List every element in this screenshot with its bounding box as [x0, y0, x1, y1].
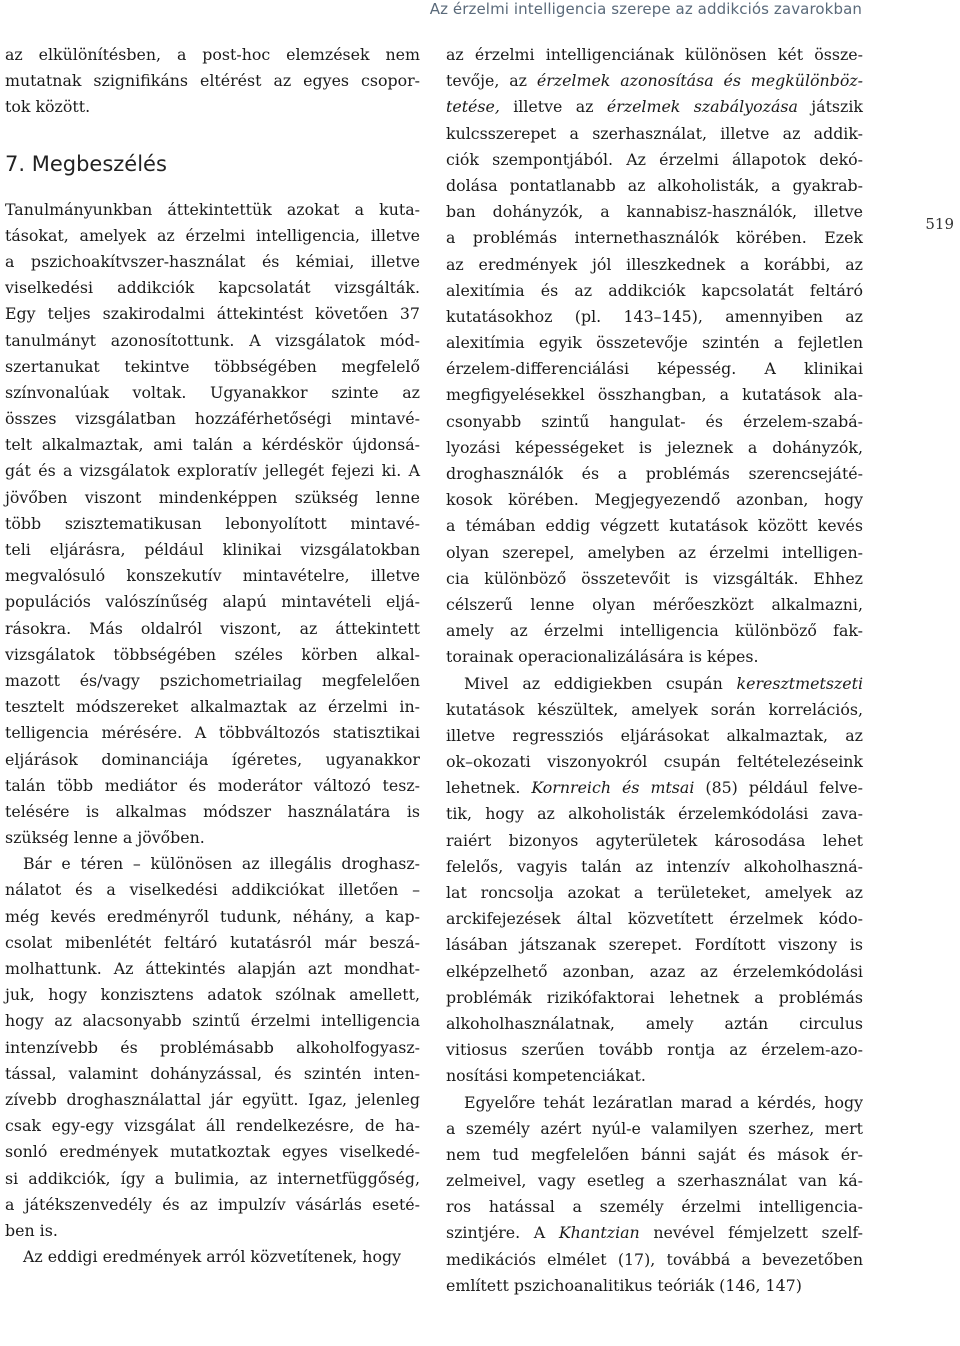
paragraph [446, 671, 863, 1090]
text-line: talán több mediátor és moderátor változó tesz- [5, 775, 420, 795]
text-line: Egy teljes szakirodalmi áttekintést követően 37 [5, 304, 420, 324]
text-line: Bár e téren – különösen az illegális droghasz- [23, 854, 420, 874]
text-line: több szisztematikusan lebonyolított mintavé- [5, 513, 420, 533]
text-line: a személy azért nyúl-e valamilyen szerhez, mert [446, 1118, 863, 1138]
text-line: megfigyelésekkel összhangban, a kutatások ala- [446, 385, 863, 405]
text-line: hogy az alacsonyabb szintű érzelmi intelligencia [5, 1011, 420, 1031]
right-column [446, 42, 863, 1299]
text-line: ciók szempontjából. Az érzelmi állapotok dekó- [446, 149, 863, 169]
text-line: raiért bizonyos agyterületek károsodása lehet [446, 830, 863, 850]
text-line: a témában eddig végzett kutatások között kevés [446, 516, 863, 536]
text-line: szintjére. A Khantzian nevével fémjelzett szelf- [446, 1223, 863, 1243]
text-line: megvalósuló konszekutív mintavételre, illetve [5, 566, 420, 586]
text-line: tevője, az érzelmek azonosítása és megkülönböz- [446, 71, 863, 91]
text-line: eljárások dominanciája ígéretes, ugyanakkor [5, 749, 420, 769]
text-line: tásokat, amelyek az érzelmi intelligencia, illetve [5, 225, 420, 245]
text-line: Egyelőre tehát lezáratlan marad a kérdés, hogy [464, 1092, 863, 1112]
text-line: nem tud megfelelően bánni saját és mások ér- [446, 1144, 863, 1164]
text-line: kutatások készültek, amelyek során korrelációs, [446, 699, 863, 719]
text-line: olyan szerepel, amelyben az érzelmi intelligen- [446, 542, 863, 562]
text-line: csonyabb szintű hangulat- és érzelem-szabá- [446, 411, 863, 431]
text-line: telt alkalmaztak, ami talán a kérdéskör újdonsá- [5, 435, 420, 455]
section-heading: 7. Megbeszélés [5, 151, 167, 176]
text-line: populációs valószínűség alapú mintavételi eljá- [5, 592, 420, 612]
text-line: mazott és/vagy pszichometriailag megfelelően [5, 670, 420, 690]
text-line: lásában játszanak szerepet. Fordított viszony is [446, 935, 863, 955]
text-line: csolat mibenlétét feltáró kutatásról már beszá- [5, 932, 420, 952]
paragraph [5, 1244, 420, 1270]
text-line: lehetnek. Kornreich és mtsai (85) például felve- [446, 778, 863, 798]
text-line: torainak operacionalizálására is képes. [446, 647, 759, 667]
text-line: alkoholhasználatnak, amely aztán circulus [446, 1013, 863, 1033]
text-line: amely az érzelmi intelligencia különböző fak- [446, 621, 863, 641]
text-line: illetve regressziós eljárásokat alkalmaztak, az [446, 725, 863, 745]
text-line: a játékszenvedély és az impulzív vásárlás eseté- [5, 1194, 420, 1214]
text-line: csak egy-egy vizsgálat áll rendelkezésre, de ha- [5, 1116, 420, 1136]
text-line: gát és a vizsgálatok exploratív jellegét fejezi ki. A [5, 461, 420, 481]
text-line: összes vizsgálatban hozzáférhetőségi mintavé- [5, 409, 420, 429]
text-line: még kevés eredményről tudunk, néhány, a kap- [5, 906, 420, 926]
text-line: nálatot és a viselkedési addikciókat illetően – [5, 880, 420, 900]
text-line: problémák rizikófaktorai lehetnek a problémás [446, 987, 863, 1007]
text-line: lyozási képességeket is jeleznek a dohányzók, [446, 437, 863, 457]
spacer [5, 121, 420, 147]
text-line: ros hatással a személy érzelmi intelligencia- [446, 1197, 863, 1217]
running-head: Az érzelmi intelligencia szerepe az addikciós zavarokban [429, 0, 862, 18]
text-line: intenzívebb és problémásabb alkoholfogyasz- [5, 1037, 420, 1057]
text-line: jövőben viszont mindenképpen szükség lenne [5, 487, 420, 507]
text-line: ban dohányzók, a kannabisz-használók, illetve [446, 202, 863, 222]
text-line: sonló eredmények mutatkoztak egyes viselkedé- [5, 1142, 420, 1162]
text-line: medikációs elmélet (17), továbbá a bevezetőben [446, 1249, 863, 1269]
text-line: tok között. [5, 97, 91, 117]
text-line: molhattunk. Az áttekintés alapján azt mondhat- [5, 959, 420, 978]
text-line: tetése, illetve az érzelmek szabályozása játszik [446, 97, 863, 117]
text-line: ok–okozati viszonyokról csupán feltételezéseink [446, 752, 863, 772]
text-line: kutatásokhoz (pl. 143–145), amennyiben az [446, 306, 863, 326]
paragraph [446, 42, 863, 671]
text-line: lat roncsolja azokat a területeket, amelyek az [446, 883, 863, 902]
text-line: viselkedési addikciók kapcsolatát vizsgálták. [5, 278, 420, 298]
text-line: telésére is alkalmas módszer használatára is [5, 801, 420, 821]
text-line: arckifejezések által közvetített érzelmek kódo- [446, 909, 863, 929]
text-line: tik, hogy az alkoholisták érzelemkódolási zava- [446, 804, 863, 824]
text-line: vitiosus szerűen tovább rontja az érzelem-azo- [446, 1040, 863, 1060]
text-line: az eredmények jól illeszkednek a korábbi, az [446, 254, 863, 274]
text-line: Az eddigi eredmények arról közvetítenek, hogy [23, 1247, 402, 1267]
text-line: célszerű lenne olyan mérőeszközt alkalmazni, [446, 594, 863, 614]
text-line: említett pszichoanalitikus teóriák (146, 147) [446, 1275, 802, 1295]
text-line: ben is. [5, 1220, 58, 1240]
text-line: kulcsszerepet a szerhasználat, illetve az addik- [446, 123, 863, 143]
text-line: si addikciók, így a bulimia, az internetfüggőség, [5, 1168, 420, 1188]
text-line: tesztelt módszereket alkalmaztak az érzelmi in- [5, 697, 420, 717]
text-line: tanulmányt azonosítottunk. A vizsgálatok mód- [5, 330, 420, 350]
text-line: alexitímia egyik összetevője szintén a fejletlen [446, 333, 863, 353]
paragraph [5, 197, 420, 852]
text-line: Mivel az eddigiekben csupán keresztmetszeti [464, 673, 863, 693]
paragraph [5, 851, 420, 1244]
text-line: cia különböző összetevőit is vizsgálták. Ehhez [446, 568, 863, 588]
text-line: a problémás internethasználók körében. Ezek [446, 228, 863, 248]
intro-paragraph [5, 42, 420, 121]
text-line: a pszichoakítvszer-használat és kémiai, illetve [5, 251, 420, 271]
text-line: szükség lenne a jövőben. [5, 828, 205, 848]
text-line: rásokra. Más oldalról viszont, az áttekintett [5, 618, 420, 638]
text-line: Tanulmányunkban áttekintettük azokat a kuta- [5, 199, 420, 219]
text-line: alexitímia és az addikciók kapcsolatát feltáró [446, 280, 863, 300]
text-line: dolása pontatlanabb az alkoholisták, a gyakrab- [446, 175, 863, 195]
paragraph [446, 1090, 863, 1300]
text-line: elképzelhető azonban, azaz az érzelemkódolási [446, 961, 863, 981]
text-line: teli eljárásra, például klinikai vizsgálatokban [5, 540, 420, 559]
text-line: droghasználók és a problémás szerencsejáté- [446, 464, 863, 483]
text-line: az érzelmi intelligenciának különösen két össze- [446, 45, 863, 64]
text-line: vizsgálatok többségében széles körben alkal- [5, 644, 420, 664]
text-line: az elkülönítésben, a post-hoc elemzések nem [5, 45, 420, 64]
text-line: telligencia mérésére. A többváltozós statisztikai [5, 723, 420, 743]
text-line: juk, hogy konzisztens adatok szólnak amellett, [5, 985, 420, 1005]
text-line: zívebb droghasználattal jár együtt. Igaz, jelenleg [5, 1089, 420, 1109]
text-line: érzelem-differenciálási képesség. A klinikai [446, 359, 863, 379]
text-line: nosítási kompetenciákat. [446, 1066, 646, 1086]
text-line: zelmeivel, vagy esetleg a szerhasználat van ká- [446, 1171, 863, 1191]
text-line: színvonalúak voltak. Ugyanakkor szinte az [5, 382, 420, 402]
left-column [5, 42, 420, 1270]
page-number: 519 [925, 215, 954, 233]
text-line: felelős, vagyis talán az intenzív alkoholhaszná- [446, 856, 863, 876]
text-line: kosok körében. Megjegyezendő azonban, hogy [446, 490, 863, 510]
text-line: tással, valamint dohányzással, és szintén inten- [5, 1063, 420, 1083]
text-line: mutatnak szignifikáns eltérést az egyes csopor- [5, 71, 420, 91]
text-line: szertanukat tekintve többségében megfelelő [5, 356, 420, 376]
